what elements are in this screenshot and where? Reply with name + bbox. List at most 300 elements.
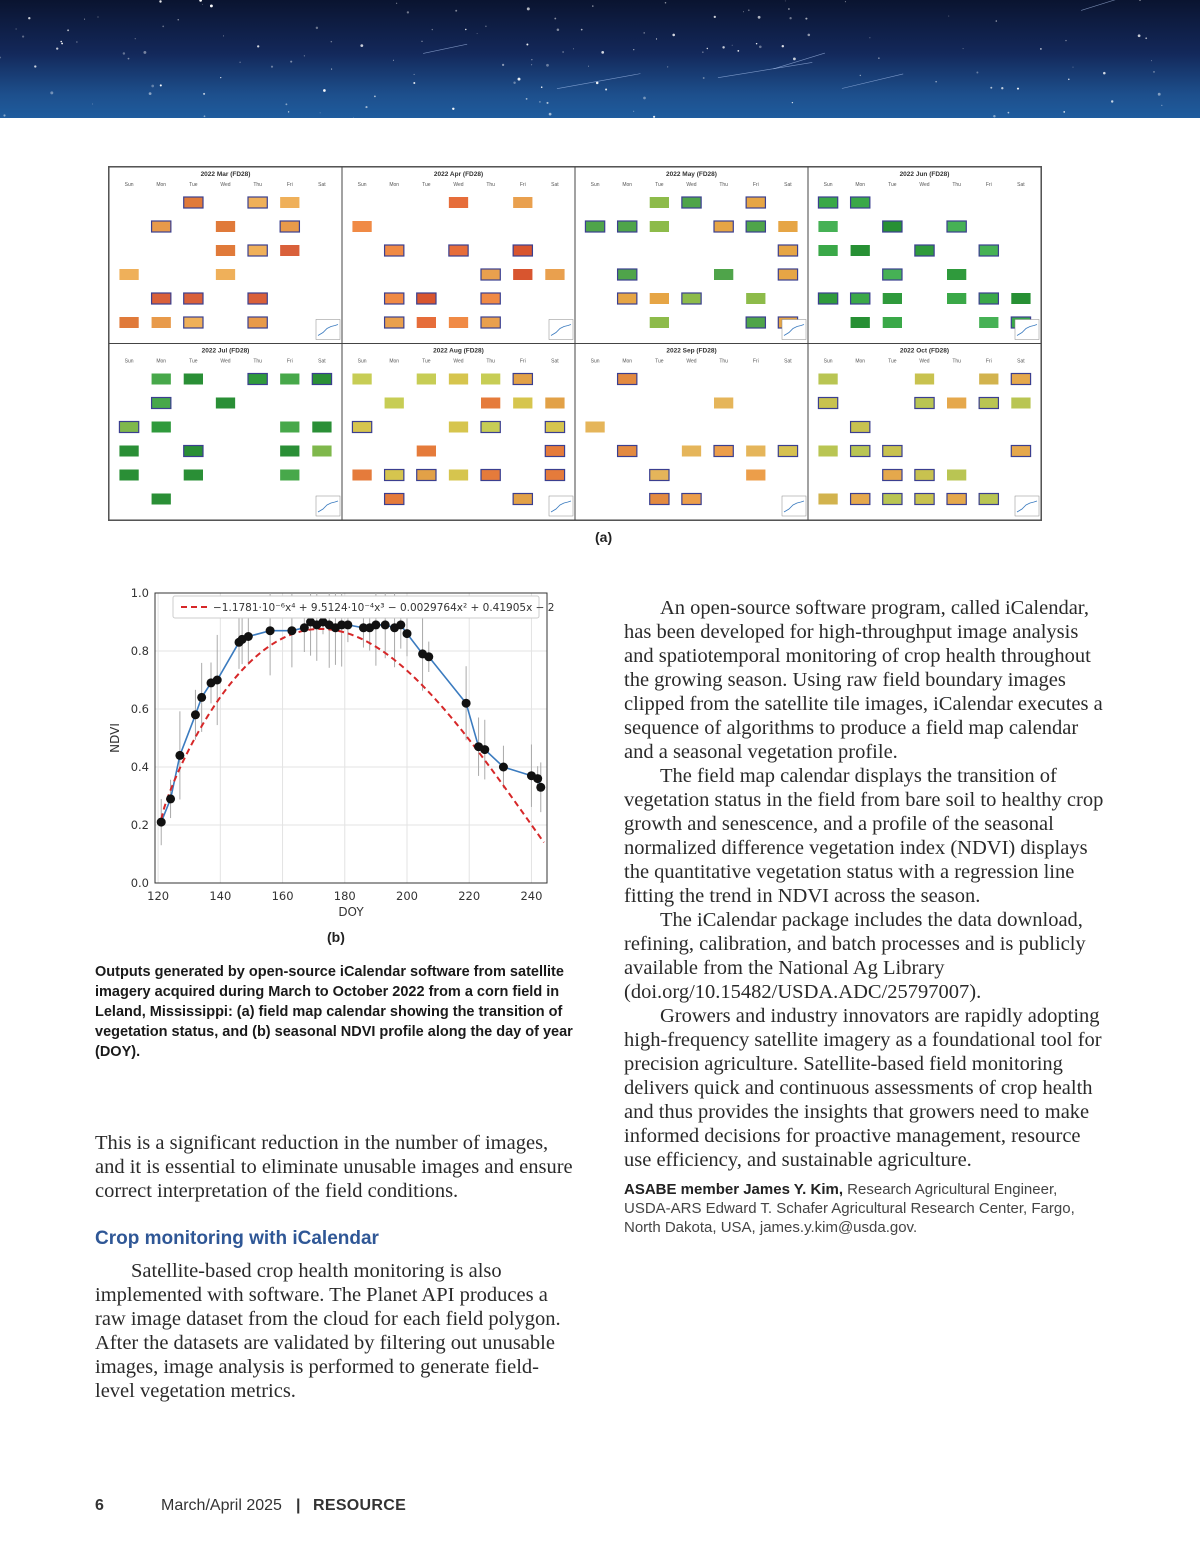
field-image-tile [248, 197, 267, 208]
calendar-day-header: Wed [220, 358, 231, 365]
star [128, 58, 130, 60]
field-image-tile [352, 221, 371, 232]
calendar-day-header: Mon [389, 358, 400, 365]
star [756, 43, 757, 44]
calendar-day-header: Wed [453, 358, 464, 365]
field-image-tile [248, 317, 267, 328]
mini-ndvi-inset [1015, 496, 1039, 516]
streak [718, 62, 812, 77]
field-image-tile [352, 422, 371, 433]
star [92, 104, 93, 105]
field-image-tile [883, 494, 902, 505]
calendar-day-header: Mon [622, 182, 633, 188]
ndvi-data-point [244, 632, 253, 641]
field-image-tile [714, 269, 733, 280]
field-image-tile [481, 269, 500, 280]
calendar-day-header: Tue [189, 182, 198, 188]
y-tick-label: 0.8 [130, 644, 149, 658]
star [452, 108, 454, 110]
author-bio [624, 1180, 1108, 1237]
field-image-tile [714, 398, 733, 409]
star [477, 33, 478, 34]
field-image-tile [184, 470, 203, 481]
star [374, 95, 376, 97]
star [845, 1, 846, 2]
field-image-tile [513, 374, 532, 385]
mini-ndvi-inset [316, 320, 340, 340]
field-map-calendar [108, 166, 1042, 521]
x-tick-label: 180 [333, 889, 356, 903]
star [588, 66, 589, 67]
star [1151, 60, 1152, 61]
star [502, 64, 504, 66]
field-image-tile [513, 398, 532, 409]
figure-a-label: (a) [595, 529, 613, 545]
field-image-tile [979, 398, 998, 409]
star [722, 46, 724, 48]
field-image-tile [851, 446, 870, 457]
field-image-tile [778, 245, 797, 256]
calendar-day-header: Sun [590, 182, 600, 188]
streak [557, 74, 641, 89]
calendar-day-header: Wed [686, 358, 697, 365]
field-image-tile [216, 221, 235, 232]
y-tick-label: 0.2 [130, 818, 149, 832]
ndvi-data-point [424, 652, 433, 661]
field-image-tile [947, 470, 966, 481]
field-image-tile [1011, 398, 1030, 409]
field-image-tile [714, 221, 733, 232]
ndvi-chart-svg [95, 580, 555, 920]
calendar-day-header: Fri [286, 358, 293, 365]
calendar-day-header: Mon [156, 358, 167, 365]
star [60, 41, 62, 43]
field-image-tile [513, 245, 532, 256]
field-image-tile [513, 197, 532, 208]
field-image-tile [915, 470, 934, 481]
calendar-day-header: Sun [124, 182, 134, 188]
field-image-tile [746, 317, 765, 328]
mini-ndvi-inset [782, 496, 806, 516]
x-tick-label: 160 [271, 889, 294, 903]
author-details: Research Agricultural Engineer, USDA-ARS Edward T. Schafer Agricultural Research Center, Fargo, North Dakota, USA, james.y.kim@usda.gov. [624, 1181, 1075, 1236]
field-image-tile [248, 245, 267, 256]
field-image-tile [1011, 293, 1030, 304]
field-image-tile [417, 374, 436, 385]
field-image-tile [449, 317, 468, 328]
x-tick-label: 140 [209, 889, 232, 903]
star [703, 77, 705, 79]
field-image-tile [385, 245, 404, 256]
field-image-tile [650, 470, 669, 481]
calendar-day-header: Sun [823, 358, 833, 365]
calendar-month-title: 2022 Sep (FD28) [666, 347, 717, 355]
star [643, 97, 646, 100]
star [1153, 71, 1155, 73]
field-image-tile [417, 317, 436, 328]
star [353, 117, 354, 118]
star [737, 50, 739, 52]
field-image-tile [1011, 374, 1030, 385]
field-image-tile [152, 398, 171, 409]
ndvi-data-point [343, 620, 352, 629]
field-image-tile [280, 221, 299, 232]
figure-caption: Outputs generated by open-source iCalendar software from satellite imagery acquired during March to October 2022 from a corn field in Leland, Mississippi: (a) field map calendar showing the transition of vegetation status, and (b) seasonal NDVI profile along the day of year (DOY). [95, 964, 573, 1060]
star [557, 28, 560, 31]
calendar-day-header: Wed [919, 358, 930, 365]
field-image-tile [883, 446, 902, 457]
y-axis-label: NDVI [108, 723, 122, 753]
mini-ndvi-inset [1015, 320, 1039, 340]
star [290, 61, 292, 63]
star [935, 81, 936, 82]
star [653, 116, 655, 118]
mini-ndvi-inset [549, 320, 573, 340]
star [288, 111, 289, 112]
ndvi-data-point [396, 620, 405, 629]
star [1008, 112, 1010, 114]
calendar-month-panel [575, 344, 808, 521]
field-image-tile [650, 317, 669, 328]
field-image-tile [746, 470, 765, 481]
star [707, 48, 708, 49]
calendar-month-panel [342, 344, 575, 521]
field-image-tile [545, 470, 564, 481]
star [257, 45, 259, 47]
field-image-tile [883, 317, 902, 328]
star [714, 16, 716, 18]
calendar-day-header: Sun [357, 358, 367, 365]
calendar-day-header: Tue [655, 182, 664, 188]
calendar-day-header: Sat [318, 358, 326, 365]
field-image-tile [947, 221, 966, 232]
calendar-day-header: Thu [952, 358, 961, 365]
field-image-tile [449, 245, 468, 256]
x-tick-label: 200 [396, 889, 418, 903]
magazine-name: RESOURCE [313, 1497, 407, 1514]
regression-fit-line [161, 629, 544, 842]
paragraph: An open-source software program, called iCalendar, has been developed for high-throughput image analysis and spatiotemporal monitoring of crop health throughout the growing season. Using raw field boundary images clipped from the satellite tile images, iCalendar executes a sequence of algorithms to produce a field map calendar and a seasonal vegetation profile. [624, 597, 1103, 763]
star [643, 32, 645, 34]
chart-legend [173, 596, 555, 618]
star [422, 41, 423, 42]
star [61, 43, 63, 45]
field-image-tile [280, 197, 299, 208]
ndvi-data-point [536, 783, 545, 792]
star [601, 51, 604, 54]
star [743, 11, 744, 12]
field-image-tile [280, 446, 299, 457]
calendar-day-header: Thu [253, 182, 262, 188]
star [239, 62, 241, 64]
field-image-tile [280, 245, 299, 256]
ndvi-data-point [533, 774, 542, 783]
star [271, 66, 273, 68]
star [541, 86, 543, 88]
calendar-day-header: Wed [220, 182, 231, 188]
calendar-day-header: Mon [622, 358, 633, 365]
field-image-tile [585, 422, 604, 433]
field-image-tile [618, 446, 637, 457]
calendar-day-header: Sat [1017, 182, 1025, 188]
field-image-tile [352, 470, 371, 481]
calendar-day-header: Thu [253, 358, 262, 365]
field-image-tile [778, 269, 797, 280]
calendar-month-title: 2022 Aug (FD28) [433, 347, 484, 355]
paragraph: Growers and industry innovators are rapidly adopting high-frequency satellite imagery as a foundational tool for precision agriculture. Satellite-based field monitoring delivers quick and continuous assessments of crop health and thus provides the insights that growers need to make informed decisions for proactive management, resource use efficiency, and sustainable agriculture. [624, 1005, 1102, 1171]
figure-b-label: (b) [327, 929, 345, 945]
field-image-tile [385, 398, 404, 409]
star [788, 8, 790, 10]
ndvi-data-point [480, 745, 489, 754]
calendar-day-header: Fri [985, 182, 992, 188]
ndvi-data-point [175, 751, 184, 760]
ndvi-chart [95, 580, 555, 920]
star [3, 114, 5, 116]
calendar-day-header: Sun [124, 358, 134, 365]
field-image-tile [513, 269, 532, 280]
star [805, 18, 807, 20]
field-image-tile [979, 494, 998, 505]
star [331, 69, 332, 70]
y-tick-label: 1.0 [130, 586, 149, 600]
star [159, 0, 161, 2]
calendar-day-header: Sat [551, 182, 559, 188]
field-image-tile [947, 293, 966, 304]
field-image-tile [280, 422, 299, 433]
calendar-day-header: Thu [719, 358, 728, 365]
field-image-tile [650, 293, 669, 304]
star [581, 29, 583, 31]
star [143, 51, 146, 54]
calendar-day-header: Tue [422, 358, 431, 365]
star [76, 41, 77, 42]
calendar-day-header: Thu [486, 182, 495, 188]
calendar-month-panel [575, 167, 808, 344]
star [596, 82, 599, 85]
calendar-day-header: Wed [453, 182, 464, 188]
star [149, 92, 152, 95]
calendar-month-panel [808, 344, 1041, 521]
calendar-month-title: 2022 May (FD28) [666, 171, 717, 178]
author-name: ASABE member James Y. Kim, [624, 1181, 843, 1198]
star [667, 66, 668, 67]
field-image-tile [152, 374, 171, 385]
x-axis-label: DOY [338, 905, 364, 919]
ndvi-data-point [287, 626, 296, 635]
star [203, 93, 205, 95]
paragraph: This is a significant reduction in the number of images, and it is essential to eliminate unusable images and ensure correct interpretation of the field conditions. [95, 1132, 573, 1202]
streak [423, 44, 467, 53]
star [1111, 100, 1113, 102]
calendar-month-panel [109, 344, 342, 521]
star [50, 91, 53, 94]
star [518, 78, 521, 81]
star [948, 16, 949, 17]
field-image-tile [312, 374, 331, 385]
star [1103, 72, 1106, 75]
calendar-day-header: Thu [719, 182, 728, 188]
ndvi-data-point [197, 693, 206, 702]
calendar-month-title: 2022 Jul (FD28) [201, 347, 250, 355]
field-image-tile [979, 317, 998, 328]
calendar-month-title: 2022 Oct (FD28) [899, 347, 950, 355]
ndvi-data-point [213, 676, 222, 685]
field-image-tile [618, 374, 637, 385]
streak [773, 53, 825, 69]
streak [1081, 0, 1127, 10]
star [1063, 111, 1065, 113]
mini-ndvi-inset [549, 496, 573, 516]
calendar-day-header: Sun [357, 182, 367, 188]
star [1001, 87, 1003, 89]
field-image-tile [851, 293, 870, 304]
field-image-tile [152, 221, 171, 232]
calendar-day-header: Sat [784, 358, 792, 365]
calendar-day-header: Tue [655, 358, 664, 365]
star [785, 0, 786, 1]
field-image-tile [979, 245, 998, 256]
star [996, 20, 998, 22]
star [151, 85, 154, 88]
field-image-tile [746, 293, 765, 304]
star [1040, 48, 1042, 50]
x-tick-label: 240 [520, 889, 543, 903]
field-image-tile [152, 494, 171, 505]
field-image-tile [947, 398, 966, 409]
star [860, 75, 861, 76]
star [413, 82, 415, 84]
field-image-tile [650, 197, 669, 208]
star [202, 4, 203, 5]
field-image-tile [915, 245, 934, 256]
star [963, 48, 964, 49]
field-image-tile [119, 470, 138, 481]
field-image-tile [248, 374, 267, 385]
field-image-tile [947, 269, 966, 280]
field-image-tile [818, 197, 837, 208]
calendar-grid [109, 167, 1041, 520]
star [990, 87, 992, 89]
field-image-tile [979, 293, 998, 304]
star [396, 3, 397, 4]
field-image-tile [152, 422, 171, 433]
ndvi-series-line [161, 622, 541, 822]
field-image-tile [280, 470, 299, 481]
field-image-tile [682, 293, 701, 304]
calendar-day-header: Sun [823, 182, 833, 188]
star [546, 64, 549, 67]
page-number: 6 [95, 1497, 104, 1514]
left-column-text-2 [95, 1259, 577, 1403]
star [531, 59, 532, 60]
field-image-tile [184, 374, 203, 385]
field-image-tile [545, 422, 564, 433]
field-image-tile [216, 398, 235, 409]
ndvi-data-point [499, 763, 508, 772]
star-field [0, 0, 1200, 118]
star [539, 101, 541, 103]
calendar-day-header: Mon [156, 182, 167, 188]
star [633, 111, 634, 112]
field-image-tile [481, 470, 500, 481]
star [16, 28, 17, 29]
field-image-tile [883, 221, 902, 232]
star [549, 113, 552, 116]
field-image-tile [312, 446, 331, 457]
field-image-tile [618, 269, 637, 280]
star [0, 57, 1, 59]
star [605, 88, 607, 90]
star [1065, 40, 1066, 41]
star [665, 2, 667, 4]
star [748, 9, 750, 11]
star [1068, 79, 1070, 81]
calendar-day-header: Tue [888, 358, 897, 365]
field-image-tile [417, 293, 436, 304]
star [455, 10, 457, 12]
star [633, 49, 634, 50]
field-image-tile [883, 269, 902, 280]
star [316, 27, 318, 29]
star [28, 17, 30, 19]
star [323, 89, 326, 92]
star [1017, 88, 1019, 90]
x-tick-label: 220 [458, 889, 481, 903]
legend-text: −1.1781·10⁻⁶x⁴ + 9.5124·10⁻⁴x³ − 0.0029764x² + 0.41905x − 21.206 [213, 602, 555, 614]
calendar-day-header: Mon [855, 358, 866, 365]
field-image-tile [216, 269, 235, 280]
ndvi-data-point [191, 710, 200, 719]
field-image-tile [915, 494, 934, 505]
calendar-day-header: Wed [919, 182, 930, 188]
field-image-tile [915, 374, 934, 385]
star [878, 57, 879, 58]
field-image-tile [119, 422, 138, 433]
field-image-tile [1011, 446, 1030, 457]
star [365, 106, 367, 108]
star [304, 55, 305, 56]
calendar-month-title: 2022 Apr (FD28) [433, 171, 484, 178]
star [393, 60, 394, 61]
ndvi-data-point [157, 818, 166, 827]
calendar-day-header: Sat [784, 182, 792, 188]
star [360, 44, 363, 47]
field-image-tile [778, 221, 797, 232]
star [531, 64, 532, 65]
field-image-tile [216, 245, 235, 256]
field-image-tile [417, 470, 436, 481]
y-tick-label: 0.4 [130, 760, 149, 774]
ndvi-data-point [166, 794, 175, 803]
field-image-tile [618, 221, 637, 232]
calendar-day-header: Sat [318, 182, 326, 188]
field-image-tile [312, 422, 331, 433]
calendar-day-header: Fri [519, 358, 526, 365]
star [162, 26, 164, 28]
star [485, 25, 487, 27]
star [135, 38, 136, 39]
calendar-day-header: Fri [752, 358, 759, 365]
calendar-month-title: 2022 Mar (FD28) [200, 171, 251, 178]
field-image-tile [449, 197, 468, 208]
star [97, 16, 98, 17]
calendar-day-header: Fri [519, 182, 526, 188]
field-image-tile [385, 293, 404, 304]
star [1145, 37, 1147, 39]
star [1073, 67, 1074, 68]
field-image-tile [184, 293, 203, 304]
